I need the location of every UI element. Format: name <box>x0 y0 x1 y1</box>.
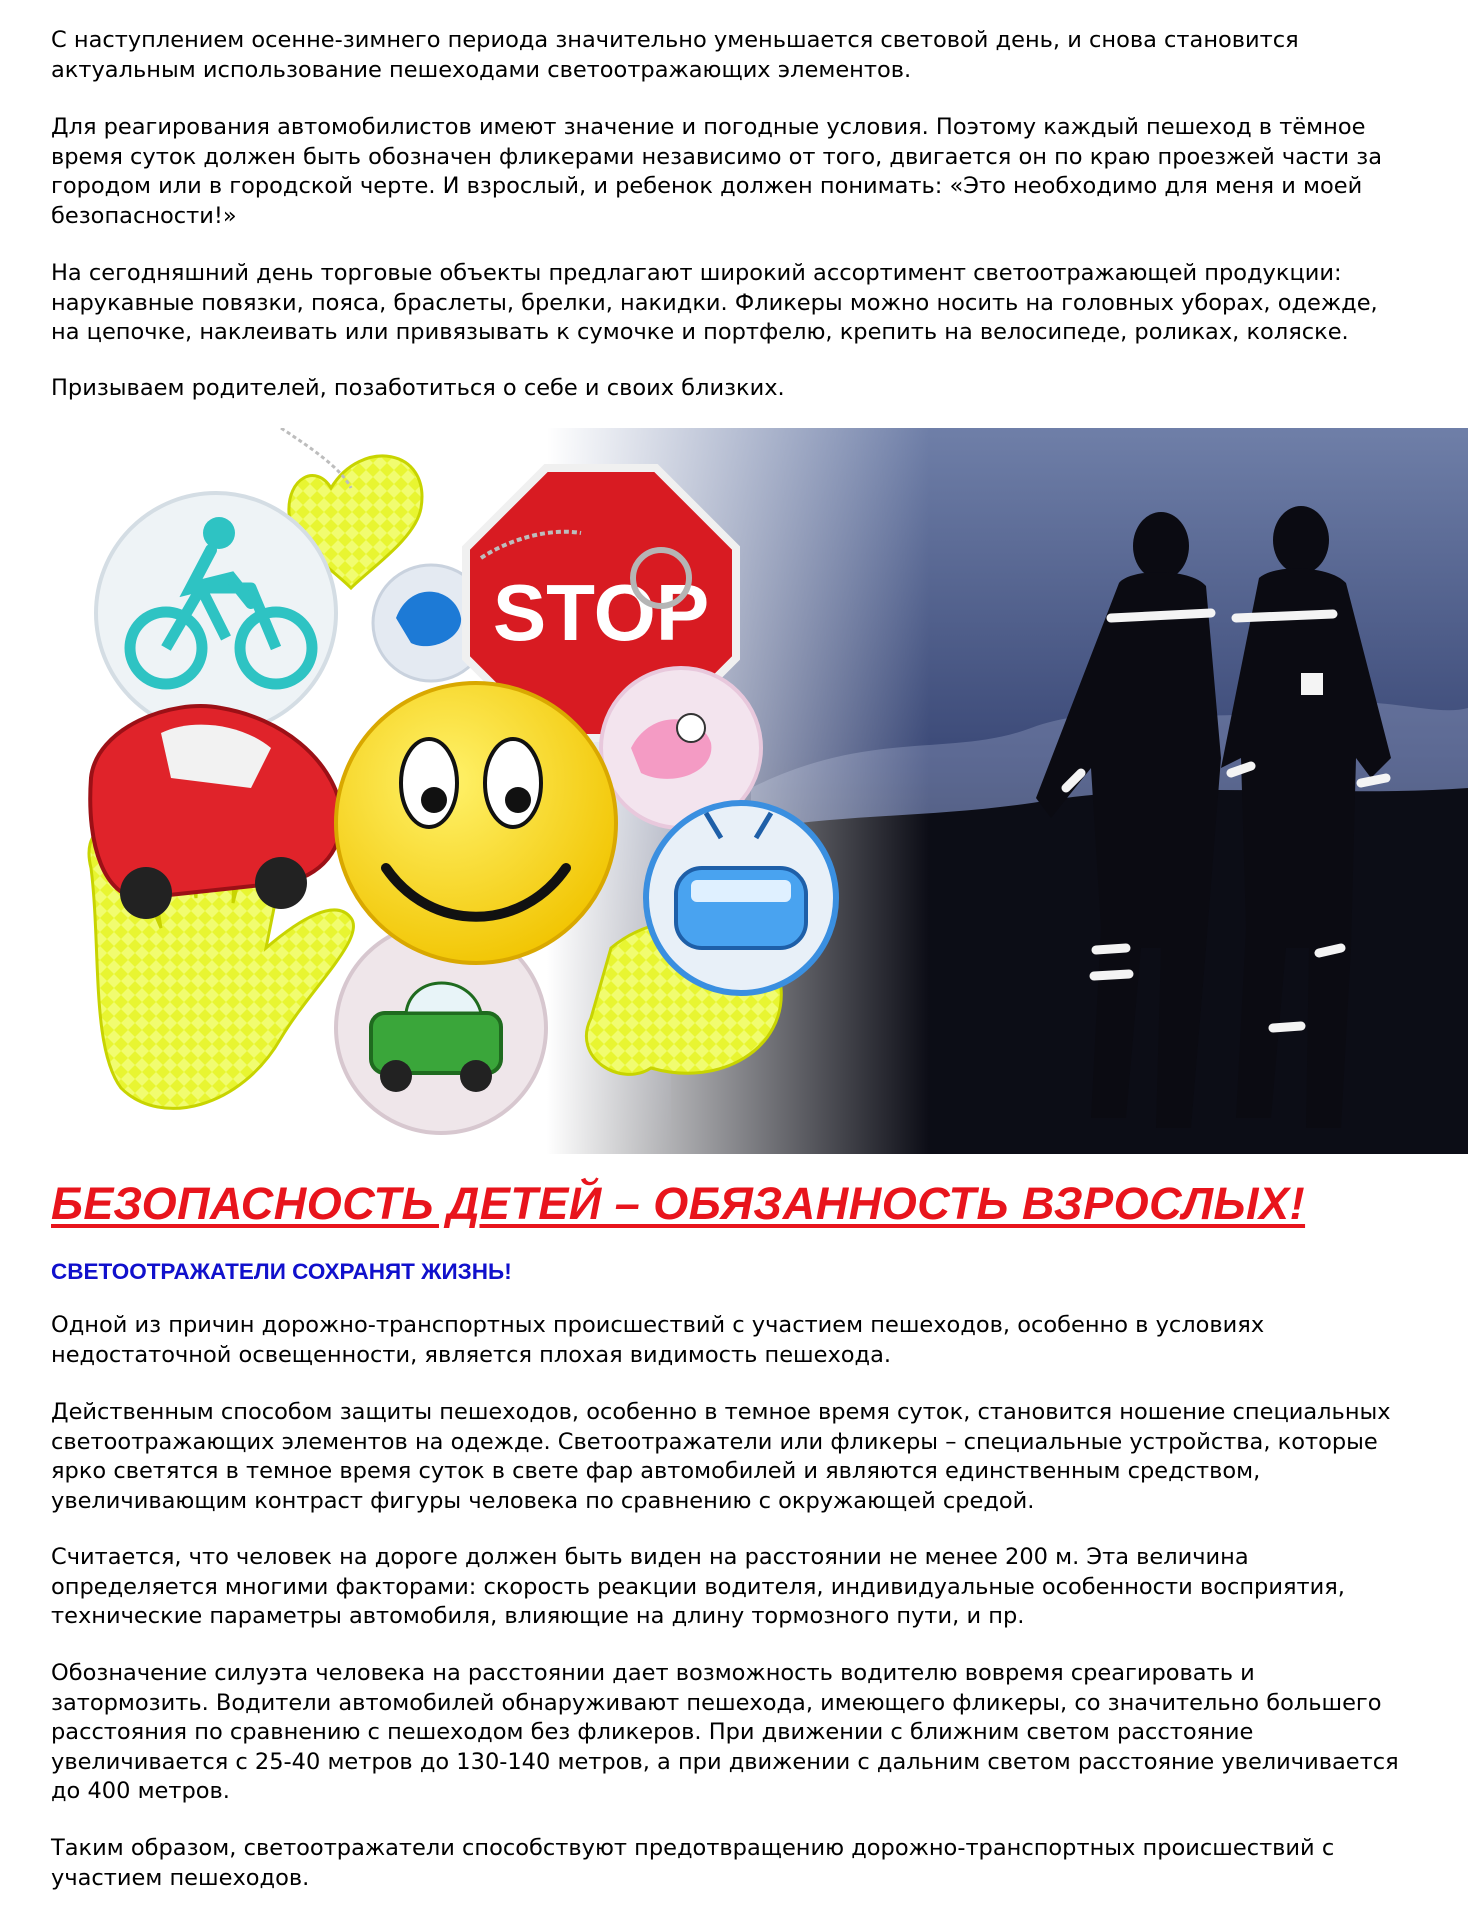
stop-sign-text: STOP <box>492 568 710 657</box>
section-subhead: СВЕТООТРАЖАТЕЛИ СОХРАНЯТ ЖИЗНЬ! <box>51 1259 512 1284</box>
tram-badge <box>646 803 836 993</box>
body-paragraph-3: Считается, что человек на дороге должен быть виден на расстоянии не менее 200 м. Эта величина определяется многими факторами: скорость реакции водителя, индивидуальные особенности восприятия, технические параметры автомобиля, влияющие на длину тормозного пути, и пр. <box>51 1544 1345 1629</box>
body-paragraph-1: Одной из причин дорожно-транспортных происшествий с участием пешеходов, особенно в условиях недостаточной освещенности, является плохая видимость пешехода. <box>51 1312 1265 1368</box>
smiley-reflector <box>336 683 616 963</box>
intro-paragraph-4: Призываем родителей, позаботиться о себе и своих близких. <box>51 375 785 401</box>
body-paragraph-5: Таким образом, светоотражатели способствуют предотвращению дорожно-транспортных происшествий с участием пешеходов. <box>51 1835 1335 1891</box>
intro-paragraph-3: На сегодняшний день торговые объекты предлагают широкий ассортимент светоотражающей продукции: нарукавные повязки, пояса, браслеты, брелки, накидки. Фликеры можно носить на головных уборах, одежде, на цепочке, наклеивать или привязывать к сумочке и портфелю, крепить на велосипеде, роликах, коляске. <box>51 260 1378 345</box>
reflector-hero-image <box>51 428 1468 1154</box>
bicycle-badge <box>96 493 336 733</box>
cropped-title-strip <box>0 0 1468 12</box>
body-paragraph-4: Обозначение силуэта человека на расстоянии дает возможность водителю вовремя среагировать и затормозить. Водители автомобилей обнаруживают пешехода, имеющего фликеры, со значительно большего расстояния по сравнению с пешеходом без фликеров. При движении с ближним светом расстояние увеличивается с 25-40 метров до 130-140 метров, а при движении с дальним светом расстояние увеличивается до 400 метров. <box>51 1660 1399 1804</box>
intro-paragraph-1: С наступлением осенне-зимнего периода значительно уменьшается световой день, и снова становится актуальным использование пешеходами светоотражающих элементов. <box>51 27 1299 83</box>
section-headline: БЕЗОПАСНОСТЬ ДЕТЕЙ – ОБЯЗАННОСТЬ ВЗРОСЛЫХ! <box>51 1178 1306 1229</box>
body-paragraph-2: Действенным способом защиты пешеходов, особенно в темное время суток, становится ношение специальных светоотражающих элементов на одежде. Светоотражатели или фликеры – специальные устройства, которые ярко светятся в темное время суток в свете фар автомобилей и являются единственным средством, увеличивающим контраст фигуры человека по сравнению с окружающей средой. <box>51 1399 1391 1514</box>
intro-paragraph-2: Для реагирования автомобилистов имеют значение и погодные условия. Поэтому каждый пешеход в тёмное время суток должен быть обозначен фликерами независимо от того, двигается он по краю проезжей части за городом или в городской черте. И взрослый, и ребенок должен понимать: «Это необходимо для меня и моей безопасности!» <box>51 114 1383 229</box>
